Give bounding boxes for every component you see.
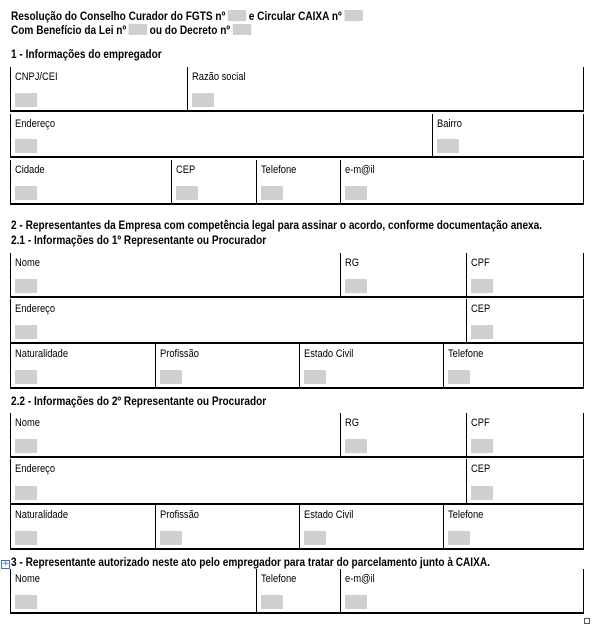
rep2-endereco-cell [11,459,466,503]
rep1-row-2 [10,299,584,344]
rep2-estado-civil-cell [299,505,443,548]
auth-email-cell [340,569,583,612]
auth-email-label: e-m@il [345,573,375,585]
rep2-endereco-field[interactable] [15,486,37,500]
rep1-profissao-field[interactable] [160,370,182,384]
auth-telefone-label: Telefone [261,573,297,585]
bairro-label: Bairro [437,118,462,130]
telefone-cell [256,160,340,203]
header-text-resolucao: Resolução do Conselho Curador do FGTS nº [11,9,226,23]
rep1-row-1 [10,253,584,298]
rep2-cpf-cell [466,413,583,456]
cnpj-cell [11,67,187,110]
bairro-cell [432,114,583,156]
rep2-cpf-field[interactable] [471,439,493,453]
auth-telefone-cell [256,569,340,612]
auth-telefone-field[interactable] [261,595,283,609]
rep1-naturalidade-label: Naturalidade [15,348,69,360]
endereco-cell [11,114,432,156]
rep2-endereco-label: Endereço [15,463,56,475]
lei-number-field[interactable] [129,24,147,35]
rep1-nome-cell [11,253,340,296]
rep1-cep-field[interactable] [471,325,493,339]
rep2-nome-field[interactable] [15,439,37,453]
rep1-telefone-field[interactable] [448,370,470,384]
rep2-naturalidade-cell [11,505,155,548]
telefone-field[interactable] [261,186,283,200]
rep1-rg-label: RG [345,257,360,269]
rep2-cep-cell [466,459,583,503]
cnpj-label: CNPJ/CEI [15,71,58,83]
header-text-lei: Com Benefício da Lei nº [11,23,127,37]
razao-social-label: Razão social [192,71,246,83]
rep2-nome-cell [11,413,340,456]
auth-nome-field[interactable] [15,595,37,609]
rep1-cpf-label: CPF [471,257,490,269]
resolucao-number-field[interactable] [228,10,246,21]
rep2-naturalidade-label: Naturalidade [15,509,69,521]
razao-social-cell [187,67,583,110]
cnpj-field[interactable] [15,93,37,107]
endereco-label: Endereço [15,118,56,130]
razao-social-field[interactable] [192,93,214,107]
rep2-cep-field[interactable] [471,486,493,500]
rep1-row-3 [10,344,584,389]
rep2-row-2 [10,459,584,505]
rep2-rg-label: RG [345,417,360,429]
auth-nome-label: Nome [15,573,40,585]
rep2-rg-cell [340,413,466,456]
rep2-cep-label: CEP [471,463,491,475]
section-1-title: 1 - Informações do empregador [11,47,162,61]
rep1-naturalidade-cell [11,344,155,387]
rep1-cpf-cell [466,253,583,296]
section-2-1-title: 2.1 - Informações do 1º Representante ou Procurador [11,233,267,247]
rep2-naturalidade-field[interactable] [15,531,37,545]
move-table-icon[interactable]: + [2,559,10,569]
rep1-estado-civil-field[interactable] [304,370,326,384]
rep1-cep-label: CEP [471,303,491,315]
rep1-profissao-cell [155,344,299,387]
rep1-nome-field[interactable] [15,279,37,293]
rep2-profissao-cell [155,505,299,548]
endereco-field[interactable] [15,139,37,153]
rep1-telefone-label: Telefone [448,348,484,360]
rep2-rg-field[interactable] [345,439,367,453]
employer-row-1 [10,67,584,112]
rep1-endereco-cell [11,299,466,342]
header-line-1 [11,9,365,23]
rep2-nome-label: Nome [15,417,40,429]
cep-cell [171,160,256,203]
rep1-estado-civil-label: Estado Civil [304,348,354,360]
auth-email-field[interactable] [345,595,367,609]
rep2-cpf-label: CPF [471,417,490,429]
authorized-rep-row [10,569,584,614]
rep2-telefone-field[interactable] [448,531,470,545]
section-2-2-title: 2.2 - Informações do 2º Representante ou Procurador [11,394,267,408]
rep2-estado-civil-label: Estado Civil [304,509,354,521]
rep1-estado-civil-cell [299,344,443,387]
rep1-endereco-field[interactable] [15,325,37,339]
telefone-label: Telefone [261,164,297,176]
rep1-rg-cell [340,253,466,296]
circular-number-field[interactable] [344,10,362,21]
decreto-number-field[interactable] [233,24,251,35]
email-field[interactable] [345,186,367,200]
rep1-telefone-cell [443,344,583,387]
rep2-telefone-label: Telefone [448,509,484,521]
section-2-title: 2 - Representantes da Empresa com competência legal para assinar o acordo, conforme documentação anexa. [11,218,543,232]
rep1-rg-field[interactable] [345,279,367,293]
rep2-row-1 [10,413,584,458]
employer-row-2 [10,114,584,158]
header-text-circular: e Circular CAIXA nº [248,9,342,23]
cidade-label: Cidade [15,164,45,176]
rep2-row-3 [10,505,584,550]
cep-label: CEP [176,164,196,176]
table-end-marker-icon[interactable] [584,618,590,624]
auth-nome-cell [11,569,256,612]
rep2-estado-civil-field[interactable] [304,531,326,545]
rep1-cpf-field[interactable] [471,279,493,293]
cidade-cell [11,160,171,203]
section-3-title: 3 - Representante autorizado neste ato pelo empregador para tratar do parcelamento junto à CAIXA. [11,555,490,569]
rep1-endereco-label: Endereço [15,303,56,315]
bairro-field[interactable] [437,139,459,153]
rep2-telefone-cell [443,505,583,548]
employer-row-3 [10,160,584,205]
rep2-profissao-label: Profissão [160,509,199,521]
cep-field[interactable] [176,186,198,200]
cidade-field[interactable] [15,186,37,200]
email-cell [340,160,583,203]
rep1-profissao-label: Profissão [160,348,199,360]
header-line-2 [11,23,254,37]
rep2-profissao-field[interactable] [160,531,182,545]
rep1-cep-cell [466,299,583,342]
email-label: e-m@il [345,164,375,176]
header-text-decreto: ou do Decreto nº [149,23,231,37]
rep1-naturalidade-field[interactable] [15,370,37,384]
rep1-nome-label: Nome [15,257,40,269]
